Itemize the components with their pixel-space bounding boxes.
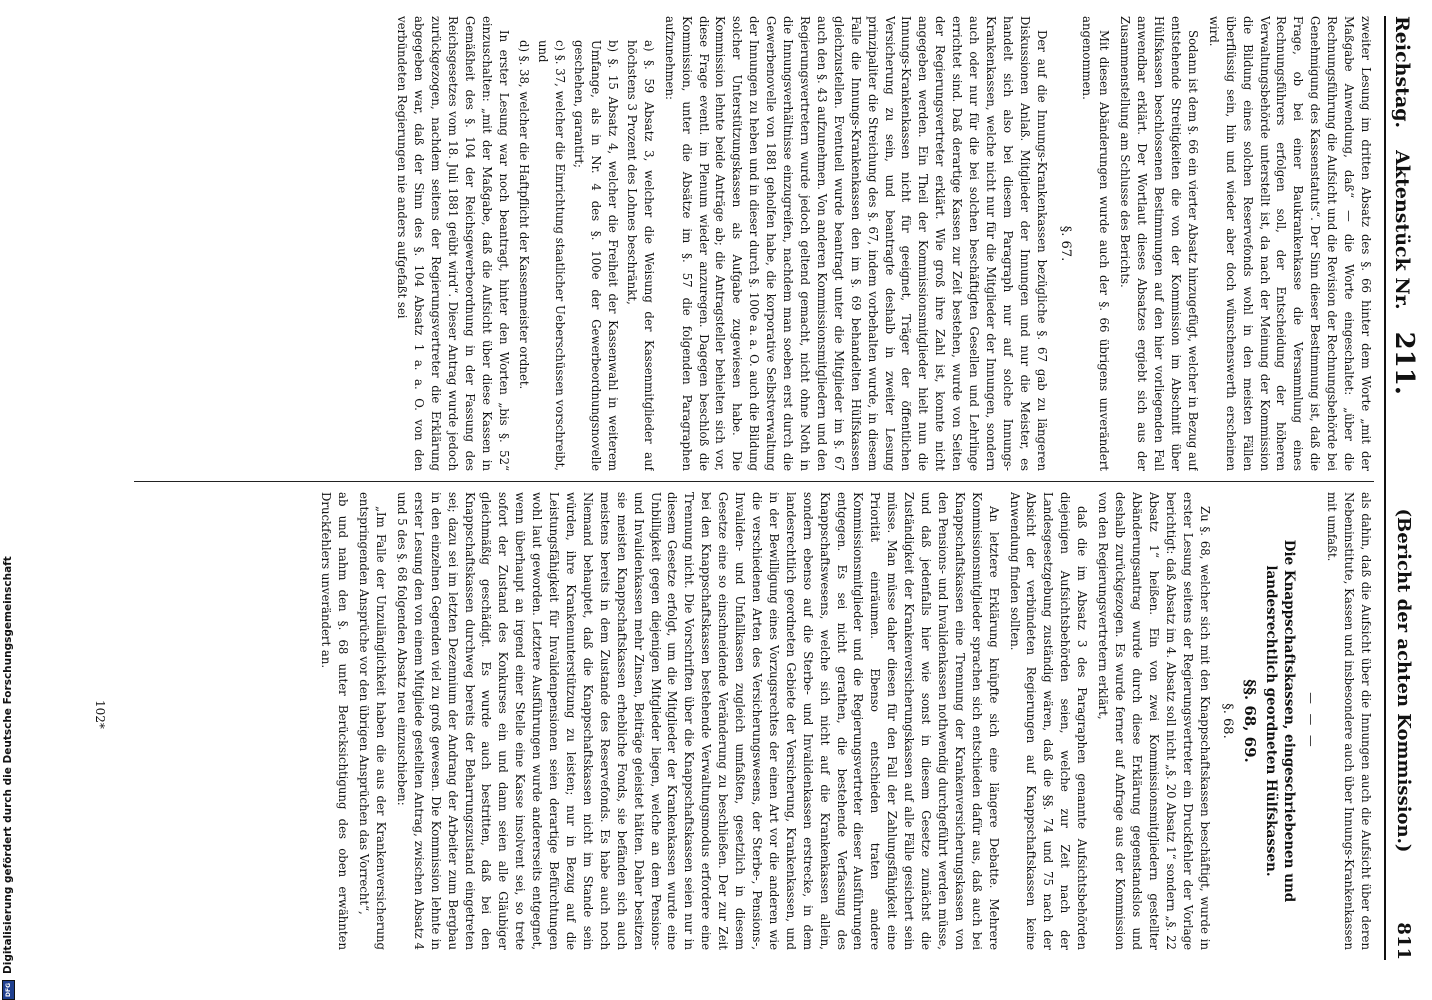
credit-text: Digitalisierung gefördert durch die Deutsche Forschungsgemeinschaft	[2, 556, 14, 974]
doc-label: Aktenstück Nr.	[1391, 150, 1413, 310]
column-divider	[134, 481, 1374, 482]
paragraph: Zu §. 68, welcher sich mit den Knappschaftskassen beschäftigt, wurde in erster Lesung seitens der Regierungsvertreter ein Druckfehler der Vorlage berichtigt: daß Absatz im 4. Absatz soll nicht „§. 20 Absatz 1“ sondern „§. 22 Absatz 1“ heißen. Ein von zwei Kommissionsmitgliedern gestellter Abänderungsantrag wurde durch diese Erklärung gegenstandslos und deshalb zurückgezogen. Es wurde ferner auf Anfrage aus der Kommission von den Regierungsvertretern erklärt,	[1096, 492, 1212, 950]
chapter-heading: Die Knappschaftskassen, eingeschriebenen und landesrechtlich geordneten Hülfskassen.	[1263, 539, 1298, 903]
section-heading: §. 68.	[1220, 703, 1236, 739]
paragraph: daß die im Absatz 3 des Paragraphen genannte Aufsichtsbehörden diejenigen Aufsichtsbehörden seien, welche zur Zeit nach der Landesgesetzgebung zuständig wären, daß die §§. 74 und 75 nach der Absicht der verbündeten Regierungen auf Knappschaftskassen keine Anwendung finden sollten.	[1007, 492, 1090, 950]
header-right	[1394, 509, 1415, 961]
list-item: a) §. 59 Absatz 3, welcher die Weisung der Kassenmitglieder auf höchstens 3 Prozent des Lohnes beschränkt,	[624, 40, 656, 471]
list-item: c) §. 37, welcher die Einrichtung staatlicher Ueberschüssen vorschreibt, und	[536, 40, 568, 471]
dfg-logo-icon: DFG	[2, 980, 15, 1000]
paragraph: als dahin, daß die Aufsicht über die Innungen auch die Aufsicht über deren Nebeninstitute, Kassen und insbesondere auch über Innungs-Krankenkassen mit umfaßt.	[1325, 492, 1373, 950]
paragraph: An letztere Erklärung knüpfte sich eine längere Debatte. Mehrere Kommissionsmitglieder sprachen sich entschieden dafür aus, daß auch bei Knappschaftskassen eine Trennung der Krankenversicherungskassen von den Pensions- und Invalidenkassen nothwendig durchgeführt werden müsse, und daß jedenfalls hier wie sonst in diesem Gesetze zunächst die Zuständigkeit der Krankenversicherungskassen auf alle Fälle gesichert sein müsse. Man müsse daher diesen für den Fall der Zahlungsfähigkeit eine Priorität einräumen. Ebenso entschieden traten andere Kommissionsmitglieder und die Regierungsvertreter dieser Ausführungen entgegen. Es sei nicht gerathen, die bestehende Verfassung des Knappschaftswesens, welche sich nicht auf die Krankenkassen allein, sondern ebenso auf die Sterbe- und Invalidenkassen erstrecke, in dem landesrechtlich geordneten Gebiete der Versicherung, Krankenkassen, und in der Bewilligung eines Vorzugsrechtes der einen Art vor die anderen wie die verschiedenen Arten des Versicherungswesens, der Sterbe-, Pensions-, Invaliden- und Unfallkassen zugleich umfaßten, gesetzlich in diesem Gesetze eine so einschneidende Veränderung zu beschließen. Der zur Zeit bei den Knappschaftskassen bestehende Verwaltungsmodus erfordere eine Trennung nicht. Die Vorschriften über die Knappschaftskassen seien nur in diesem Gesetze erfolgt, um die Mitglieder der Krankenkassen wurde eine Unbilligkeit gegen diejenigen Mitglieder liegen, welche an dem Pensions- und Invalidenkassen mehr Zinsen, Beiträge geleistet hätten. Daher besitzen sie meisten Knappschaftskassen erhebliche Fonds, sie befänden sich auch meistens bereits in dem Zustande des Reservefonds. Es habe auch noch Niemand behauptet, daß die Knappschaftskassen nicht im Stande sein würden, ihre Krankenunterstützung zu leisten; nur in Bezug auf die Leistungsfähigkeit für Invalidenpensionen seien derartige Befürchtungen wohl laut geworden. Letztere Ausführungen wurde andererseits entgegnet, wenn überhaupt an irgend einer Stelle eine Kasse insolvent sei, so trete sofort der Zustand des Konkurses ein und dann seien alle Gläubiger gleichmäßig geschädigt. Es wurde auch bestritten, daß bei den Knappschaftskassen durchweg bereits der Beharrungszustand eingetreten sei; dazu sei im letzten Dezennium der Andrang der Arbeiter zum Bergbau in den einzelnen Gegenden viel zu groß gewesen. Die Kommission lehnte in erster Lesung den von einem Mitgliede gestellten Antrag, zwischen Absatz 4 und 5 des §. 68 folgenden Absatz neu einzuschieben:	[394, 492, 1001, 950]
paragraph: Mit diesen Abänderungen wurde auch der §. 66 übrigens unverändert angenommen.	[1080, 16, 1112, 471]
separator: — — —	[1304, 692, 1319, 750]
paragraph: In erster Lesung war noch beantragt, hinter den Worten „bis §. 52“ einzuschalten: „mit der Maßgabe, daß die Aufsicht über diese Kassen in Gemäßheit des §. 104 der Reichsgewerbeordnung in der Fassung des Reichsgesetzes vom 18. Juli 1881 geübt wird“. Dieser Antrag wurde jedoch zurückgezogen, nachdem seitens der Regierungsvertreter die Erklärung abgegeben war, daß der Sinn des §. 104 Absatz 1 a. a. O. von den verbündeten Regierungen nie anders aufgefaßt sei	[395, 16, 511, 471]
column-right	[124, 492, 1374, 950]
paragraph: ab und nahm den §. 68 unter Berücksichtigung des oben erwähnten Druckfehlers unverändert an.	[319, 492, 351, 950]
page-header	[1384, 16, 1422, 960]
paragraph: zweiter Lesung im dritten Absatz des §. 66 hinter dem Worte „mit der Maßgabe Anwendung, daß“ — die Worte eingeschaltet: „über die Rechnungsführung die Aufsicht und die Revision der Rechnungsbehörde bei Genehmigung des Kassenstatuts“. Der Sinn dieser Bestimmung ist, daß die Frage, ob bei einer Baukrankenkasse die Versammlung eines Rechnungsführers erfolgen soll, der Entscheidung der höheren Verwaltungsbehörde unterstellt ist, da nach der Meinung der Kommission die Bildung eines solchen Reservefonds wohl in den meisten Fällen überflüssig sein, hin und wieder aber doch wünschenswerth erscheinen wird.	[1206, 16, 1373, 471]
quote: „Im Falle der Unzulänglichkeit haben die aus der Krankenversicherung entspringenden Ansprüche vor den übrigen Ansprüchen das Vorrecht“,	[357, 492, 389, 950]
chapter-subheading: §§. 68, 69.	[1241, 679, 1260, 763]
digitization-credit	[0, 0, 16, 1000]
list-item: d) §. 38, welcher die Haftpflicht der Kassenmeister ordnet.	[517, 40, 532, 390]
paragraph: Der auf die Innungs-Krankenkassen bezügliche §. 67 gab zu längeren Diskussionen Anlaß. Mitglieder der Innungen und nur die Meister, es handelt sich also bei diesem Paragraph nur auf solche Innungs-Krankenkassen, welche nicht nur für die Mitglieder der Innungen, sondern auch oder nur für die bei solchen beschäftigten Gesellen und Lehrlinge errichtet sind. Daß derartige Kassen zur Zeit bestehen, wurde von Seiten der Regierungsvertreter erklärt. Wie groß ihre Zahl ist, konnte nicht angegeben werden. Ein Theil der Kommissionsmitglieder hielt nun die Innungs-Krankenkassen nicht für geeignet, Träger der öffentlichen Versicherung zu sein, und beantragte deshalb in zweiter Lesung prinzipaliter die Streichung des §. 67, indem vorbehalten wurde, in diesem Falle die Innungs-Krankenkassen den im §. 69 behandelten Hülfskassen gleichzustellen. Eventuell wurde beantragt unter die Mitglieder im §. 67 auch den §. 43 aufzunehmen. Von anderen Kommissionsmitgliedern und den Regierungsvertretern wurde jedoch geltend gemacht, nicht ohne Noth in die Innungsverhältnisse einzugreifen, nachdem man soeben erst durch die Gewerbenovelle von 1881 geholfen habe, die korporative Selbstverwaltung der Innungen zu heben und in dieser durch §. 100e a. a. O. auch die Bildung solcher Unterstützungskassen als Aufgabe zugewiesen habe. Die Kommission lehnte beide Anträge ab; die Antragsteller behielten sich vor, diese Frage eventl. im Plenum wieder anzuregen. Dagegen beschloß die Kommission, unter die Absätze im §. 57 die folgenden Paragraphen aufzunehmen:	[662, 16, 1049, 471]
report-title: (Bericht der achten Kommission.)	[1393, 508, 1415, 853]
column-left	[124, 16, 1374, 471]
publication-title: Reichstag.	[1391, 16, 1413, 129]
paragraph: Sodann ist dem §. 66 ein vierter Absatz hinzugefügt, welcher in Bezug auf entstehende Streitigkeiten die von der Kommission im Abschnitt über Hülfskassen beschlossenen Bestimmungen auf den hier vorliegenden Fall anwendbar erklärt. Der Wortlaut dieses Absatzes ergiebt sich aus der Zusammenstellung am Schlusse des Berichts.	[1118, 16, 1200, 471]
list-item: b) §. 15 Absatz 4, welcher die Freiheit der Kassenwahl in weiterem Umfange, als in Nr. 4 des §. 100e der Gewerbeordnungsnovelle geschehen, garantirt;	[572, 40, 621, 471]
page-number: 811	[1393, 922, 1415, 960]
header-left	[1389, 16, 1419, 395]
list	[516, 40, 657, 471]
section-heading: §. 67.	[1057, 225, 1073, 262]
doc-number: 211.	[1389, 331, 1419, 395]
footer-page-number: 102*	[93, 700, 107, 729]
